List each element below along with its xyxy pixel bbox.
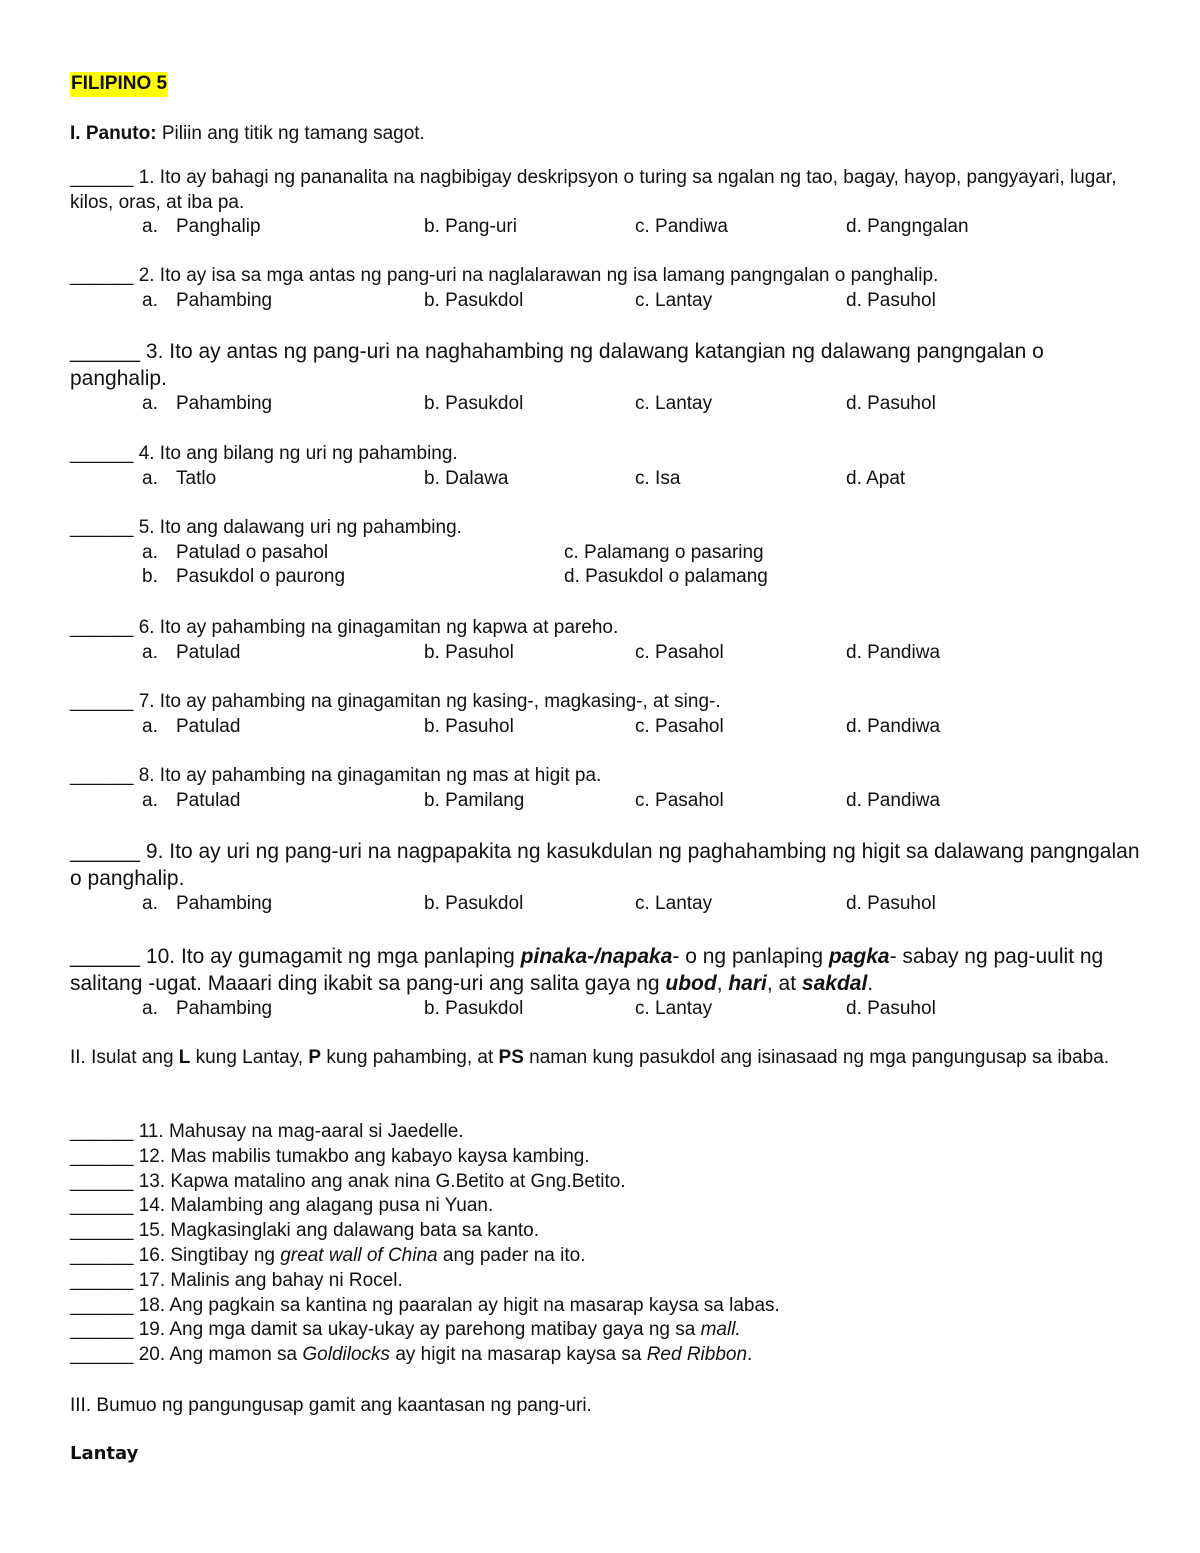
part3-instruction: III. Bumuo ng pangungusap gamit ang kaantasan ng pang-uri. — [70, 1395, 592, 1416]
worksheet-title: FILIPINO 5 — [70, 72, 168, 97]
answer-blank[interactable]: ______ — [70, 517, 134, 538]
question-7 — [70, 690, 1140, 739]
options-row — [70, 641, 1140, 666]
option-c[interactable]: c. Pandiwa — [635, 216, 728, 237]
list-item: ______ 14. Malambing ang alagang pusa ni Yuan. — [70, 1195, 494, 1217]
option-d[interactable]: d. Pandiwa — [846, 641, 941, 663]
question-stem: ______ 7. Ito ay pahambing na ginagamitan ng kasing-, magkasing-, at sing-. — [70, 691, 721, 712]
option-b[interactable]: b. Pamilang — [424, 789, 525, 811]
answer-blank[interactable]: ______ — [70, 840, 141, 863]
option-a[interactable]: a. Patulad o pasahol — [142, 541, 329, 563]
lantay-heading: Lantay — [70, 1443, 139, 1464]
option-c[interactable]: c. Pasahol — [635, 789, 724, 811]
option-a[interactable]: a. Pahambing — [142, 393, 273, 414]
part2-items — [70, 1120, 1140, 1368]
answer-blank[interactable]: ______ — [70, 1319, 134, 1341]
option-c[interactable]: c. Palamang o pasaring — [564, 541, 764, 563]
answer-blank[interactable]: ______ — [70, 765, 134, 786]
answer-blank[interactable]: ______ — [70, 1344, 134, 1366]
question-9 — [70, 838, 1140, 917]
option-d[interactable]: d. Pandiwa — [846, 789, 941, 811]
option-a[interactable]: a. Pahambing — [142, 893, 273, 914]
part1-instruction — [70, 122, 425, 147]
answer-blank[interactable]: ______ — [70, 1195, 134, 1217]
option-b[interactable]: b. Pasuhol — [424, 715, 514, 737]
option-c[interactable]: c. Pasahol — [635, 641, 724, 663]
option-a[interactable]: a. Tatlo — [142, 467, 217, 489]
option-c[interactable]: c. Isa — [635, 467, 681, 489]
option-b[interactable]: b. Pasuhol — [424, 641, 514, 663]
answer-blank[interactable]: ______ — [70, 443, 134, 464]
option-a[interactable]: a. Patulad — [142, 715, 241, 737]
answer-blank[interactable]: ______ — [70, 340, 141, 363]
question-5 — [70, 516, 1140, 590]
answer-blank[interactable]: ______ — [70, 1244, 134, 1266]
answer-blank[interactable]: ______ — [70, 1145, 134, 1167]
option-a[interactable]: a. Pahambing — [142, 289, 273, 311]
answer-blank[interactable]: ______ — [70, 167, 134, 188]
list-item: ______ 12. Mas mabilis tumakbo ang kabayo kaysa kambing. — [70, 1145, 590, 1167]
option-d[interactable]: d. Pasuhol — [846, 393, 936, 414]
option-b[interactable]: b. Dalawa — [424, 467, 509, 489]
question-stem: ______ 9. Ito ay uri ng pang-uri na nagpapakita ng kasukdulan ng paghahambing ng higit sa dalawang pangngalan o panghalip. — [70, 840, 1140, 890]
question-4 — [70, 442, 1140, 491]
part2-instruction: II. Isulat ang L kung Lantay, P kung pahambing, at PS naman kung pasukdol ang isinasaad ng mga pangungusap sa ibaba. — [70, 1047, 1110, 1068]
list-item: ______ 11. Mahusay na mag-aaral si Jaedelle. — [70, 1121, 464, 1142]
question-3 — [70, 338, 1140, 417]
list-item: ______ 17. Malinis ang bahay ni Rocel. — [70, 1269, 403, 1291]
answer-blank[interactable]: ______ — [70, 1170, 134, 1192]
option-c[interactable]: c. Lantay — [635, 998, 713, 1019]
option-a[interactable]: a. Panghalip — [142, 216, 261, 237]
option-d[interactable]: d. Pasuhol — [846, 998, 936, 1019]
question-stem: ______ 3. Ito ay antas ng pang-uri na naghahambing ng dalawang katangian ng dalawang pangngalan o panghalip. — [70, 340, 1044, 390]
question-stem: ______ 4. Ito ang bilang ng uri ng pahambing. — [70, 443, 458, 464]
option-c[interactable]: c. Lantay — [635, 289, 713, 311]
options-row — [70, 392, 1140, 417]
option-c[interactable]: c. Pasahol — [635, 715, 724, 737]
answer-blank[interactable]: ______ — [70, 617, 134, 638]
option-b[interactable]: b. Pasukdol — [424, 289, 524, 311]
option-d[interactable]: d. Pasuhol — [846, 289, 936, 311]
option-a[interactable]: a. Patulad — [142, 789, 241, 811]
options-row — [70, 715, 1140, 740]
question-2 — [70, 264, 1140, 313]
option-d[interactable]: d. Apat — [846, 467, 906, 489]
question-6 — [70, 616, 1140, 665]
question-8 — [70, 764, 1140, 813]
answer-blank[interactable]: ______ — [70, 265, 134, 286]
question-1 — [70, 166, 1140, 240]
option-d[interactable]: d. Pasukdol o palamang — [564, 566, 768, 587]
question-stem: ______ 2. Ito ay isa sa mga antas ng pang-uri na naglalarawan ng isa lamang pangngalan o panghalip. — [70, 265, 939, 286]
option-b[interactable]: b. Pasukdol — [424, 393, 524, 414]
answer-blank[interactable]: ______ — [70, 1121, 134, 1142]
list-item: ______ 13. Kapwa matalino ang anak nina G.Betito at Gng.Betito. — [70, 1170, 626, 1192]
answer-blank[interactable]: ______ — [70, 691, 134, 712]
list-item: ______ 15. Magkasinglaki ang dalawang bata sa kanto. — [70, 1220, 540, 1242]
option-d[interactable]: d. Pangngalan — [846, 216, 969, 237]
answer-blank[interactable]: ______ — [70, 945, 141, 968]
options-row — [70, 215, 1140, 240]
list-item: ______ 18. Ang pagkain sa kantina ng paaralan ay higit na masarap kaysa sa labas. — [70, 1294, 780, 1316]
option-d[interactable]: d. Pasuhol — [846, 893, 936, 914]
question-10 — [70, 943, 1140, 1022]
list-item: ______ 19. Ang mga damit sa ukay-ukay ay parehong matibay gaya ng sa mall. — [70, 1319, 741, 1341]
option-c[interactable]: c. Lantay — [635, 393, 713, 414]
question-stem: ______ 10. Ito ay gumagamit ng mga panlaping pinaka-/napaka- o ng panlaping pagka- sabay ng pag-uulit ng salitang -ugat. Maaari ding ikabit sa pang-uri ang salita gaya ng ubod, hari, at sakdal. — [70, 945, 1104, 995]
answer-blank[interactable]: ______ — [70, 1220, 134, 1242]
option-b[interactable]: b. Pasukdol — [424, 998, 524, 1019]
answer-blank[interactable]: ______ — [70, 1269, 134, 1291]
option-b[interactable]: b. Pasukdol — [424, 893, 524, 914]
options-row — [70, 289, 1140, 314]
part1-text: Piliin ang titik ng tamang sagot. — [156, 123, 425, 144]
option-d[interactable]: d. Pandiwa — [846, 715, 941, 737]
options-row — [70, 565, 1140, 590]
options-row — [70, 892, 1140, 917]
options-row — [70, 467, 1140, 492]
answer-blank[interactable]: ______ — [70, 1294, 134, 1316]
option-b[interactable]: b. Pang-uri — [424, 216, 517, 237]
question-stem: ______ 1. Ito ay bahagi ng pananalita na nagbibigay deskripsyon o turing sa ngalan ng tao, bagay, hayop, pangyayari, lugar, kilos, oras, at iba pa. — [70, 167, 1117, 213]
question-stem: ______ 5. Ito ang dalawang uri ng pahambing. — [70, 517, 462, 538]
options-row — [70, 789, 1140, 814]
list-item: ______ 20. Ang mamon sa Goldilocks ay higit na masarap kaysa sa Red Ribbon. — [70, 1344, 753, 1366]
option-b[interactable]: b. Pasukdol o paurong — [142, 566, 346, 587]
question-stem: ______ 8. Ito ay pahambing na ginagamitan ng mas at higit pa. — [70, 765, 602, 786]
option-a[interactable]: a. Pahambing — [142, 998, 273, 1019]
option-c[interactable]: c. Lantay — [635, 893, 713, 914]
question-stem: ______ 6. Ito ay pahambing na ginagamitan ng kapwa at pareho. — [70, 617, 619, 638]
options-row — [70, 541, 1140, 566]
option-a[interactable]: a. Patulad — [142, 641, 241, 663]
part1-label: I. Panuto: — [70, 123, 157, 144]
options-row — [70, 997, 1140, 1022]
list-item: ______ 16. Singtibay ng great wall of China ang pader na ito. — [70, 1244, 586, 1266]
